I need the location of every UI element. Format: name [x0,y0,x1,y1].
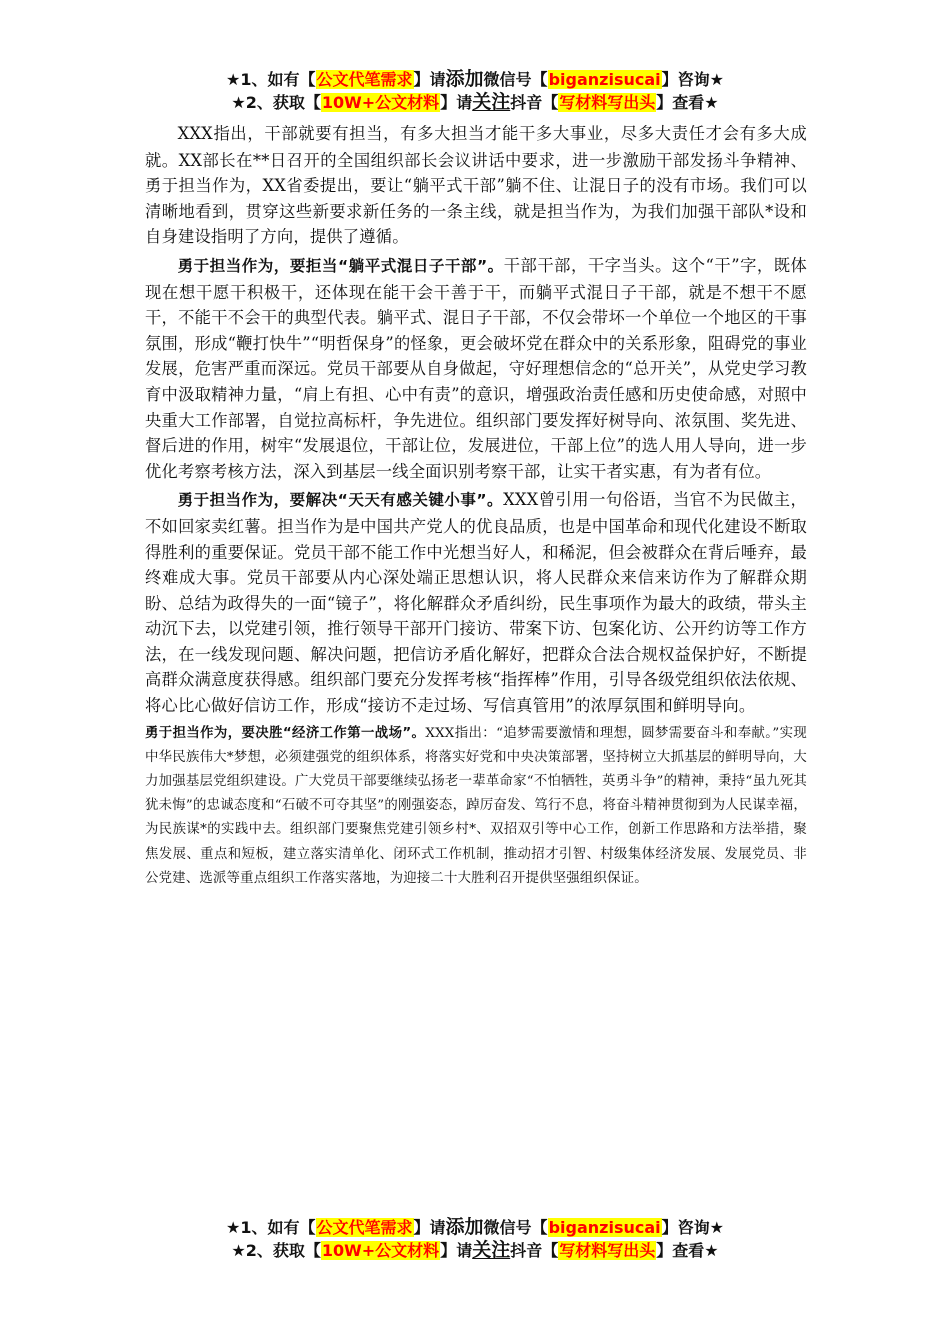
banner-text: 微信号【 [483,70,548,89]
banner-line-2 [0,1239,950,1262]
banner-text: ★1、如有【 [226,1218,316,1237]
banner-text: ★2、获取【 [231,1241,321,1260]
banner-emphasis: 添加 [445,68,484,90]
paragraph-text: XXX指出：“追梦需要激情和理想，圆梦需要奋斗和奉献。”实现中华民族伟大*梦想，必须建强党的组织体系，将落实好党和中央决策部署，坚持树立大抓基层的鲜明导向，大力加强基层党组织建设。广大党员干部要继续弘扬老一辈革命家“不怕牺牲，英勇斗争”的精神，秉持“虽九死其犹未悔”的忠诚态度和“石破不可夺其坚”的刚强姿态，踔厉奋发、笃行不息，将奋斗精神贯彻到为人民谋幸福，为民族谋*的实践中去。组织部门要聚焦党建引领乡村*、双招双引等中心工作，创新工作思路和方法举措，聚焦发展、重点和短板，建立落实清单化、闭环式工作机制，推动招才引智、村级集体经济发展、发展党员、非公党建、选派等重点组织工作落实落地，为迎接二十大胜利召开提供坚强组织保证。 [145,725,807,886]
banner-emphasis: 关注 [472,91,511,113]
banner-line-1 [0,1216,950,1239]
banner-line-2 [0,91,950,114]
highlight-materials: 10W+公文材料 [321,93,440,112]
highlight-service: 公文代笔需求 [316,1218,413,1237]
banner-text: ★2、获取【 [231,93,321,112]
paragraph-section-2 [145,487,807,718]
paragraph-lead: 勇于担当作为，要决胜“经济工作第一战场”。 [145,725,426,741]
highlight-materials: 10W+公文材料 [321,1241,440,1260]
banner-text: 】请 [440,93,473,112]
banner-text: 微信号【 [483,1218,548,1237]
header-banner [0,68,950,114]
banner-text: 】咨询★ [661,70,724,89]
banner-text: 】请 [413,70,446,89]
paragraph-text: 干部干部，干字当头。这个“干”字，既体现在想干愿干积极干，还体现在能干会干善于干，而躺平式混日子干部，就是不想干不愿干，不能干不会干的典型代表。躺平式、混日子干部，不仅会带坏一个单位一个地区的干事氛围，形成“鞭打快牛”“明哲保身”的怪象，更会破坏党在群众中的关系形象，阻碍党的事业发展，危害严重而深远。党员干部要从自身做起，守好理想信念的“总开关”，从党史学习教育中汲取精神力量，“肩上有担、心中有责”的意识，增强政治责任感和历史使命感，对照中央重大工作部署，自觉拉高标杆，争先进位。组织部门要发挥好树导向、浓氛围、奖先进、督后进的作用，树牢“发展退位，干部让位，发展进位，干部上位”的选人用人导向，进一步优化考察考核方法，深入到基层一线全面识别考察干部，让实干者实惠，有为者有位。 [145,255,808,481]
paragraph-section-3 [145,722,807,891]
banner-text: 】查看★ [656,1241,719,1260]
paragraph-lead: 勇于担当作为，要解决“天天有感关键小事”。 [177,491,504,510]
banner-text: 】请 [413,1218,446,1237]
footer-banner [0,1216,950,1262]
banner-text: ★1、如有【 [226,70,316,89]
paragraph-intro [145,121,807,250]
highlight-wechat-id: biganzisucai [548,1218,661,1237]
banner-emphasis: 添加 [445,1216,484,1238]
highlight-wechat-id: biganzisucai [548,70,661,89]
document-body [145,121,807,894]
banner-line-1 [0,68,950,91]
banner-text: 】查看★ [656,93,719,112]
paragraph-section-1 [145,253,807,484]
paragraph-lead: 勇于担当作为，要拒当“躺平式混日子干部”。 [177,256,504,275]
highlight-douyin-account: 写材料写出头 [559,93,656,112]
highlight-service: 公文代笔需求 [316,70,413,89]
banner-text: 抖音【 [510,93,559,112]
banner-text: 抖音【 [510,1241,559,1260]
banner-text: 】请 [440,1241,473,1260]
highlight-douyin-account: 写材料写出头 [559,1241,656,1260]
banner-text: 】咨询★ [661,1218,724,1237]
banner-emphasis: 关注 [472,1239,511,1261]
paragraph-text: XXX指出，干部就要有担当，有多大担当才能干多大事业，尽多大责任才会有多大成就。XX部长在**日召开的全国组织部长会议讲话中要求，进一步激励干部发扬斗争精神、勇于担当作为，XX省委提出，要让“躺平式干部”躺不住、让混日子的没有市场。我们可以清晰地看到，贯穿这些新要求新任务的一条主线，就是担当作为，为我们加强干部队*设和自身建设指明了方向，提供了遵循。 [145,124,807,247]
paragraph-text: XXX曾引用一句俗语，当官不为民做主，不如回家卖红薯。担当作为是中国共产党人的优良品质，也是中国革命和现代化建设不断取得胜利的重要保证。党员干部不能工作中光想当好人，和稀泥，但会被群众在背后唾弃，最终难成大事。党员干部要从内心深处端正思想认识，将人民群众来信来访作为了解群众期盼、总结为政得失的一面“镜子”，将化解群众矛盾纠纷，民生事项作为最大的政绩，带头主动沉下去，以党建引领，推行领导干部开门接访、带案下访、包案化访、公开约访等工作方法，在一线发现问题、解决问题，把信访矛盾化解好，把群众合法合规权益保护好，不断提高群众满意度获得感。组织部门要充分发挥考核“指挥棒”作用，引导各级党组织依法依规、将心比心做好信访工作，形成“接访不走过场、写信真管用”的浓厚氛围和鲜明导向。 [145,490,808,716]
